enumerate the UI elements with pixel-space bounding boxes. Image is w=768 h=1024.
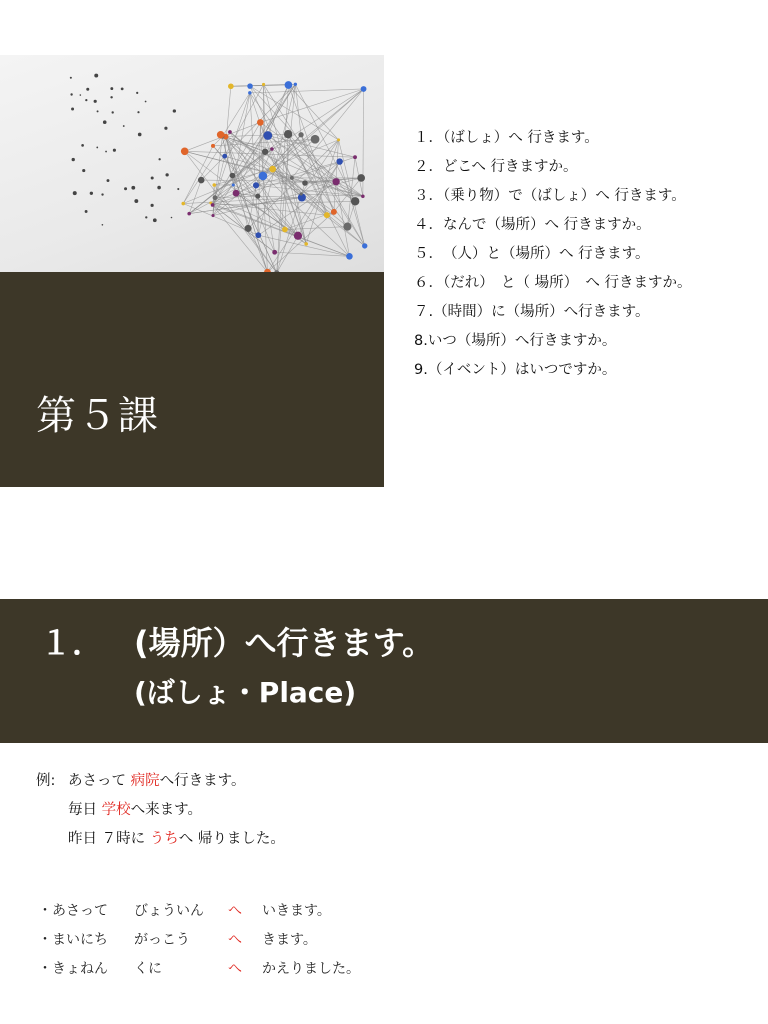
scatter-dot <box>105 151 107 153</box>
example-line <box>68 825 468 854</box>
scatter-dot <box>121 87 124 90</box>
reading-list <box>38 897 438 984</box>
network-node <box>198 177 205 184</box>
example-line <box>68 796 468 825</box>
network-link <box>264 84 365 245</box>
network-link <box>288 85 338 140</box>
section-number: １． <box>40 624 105 662</box>
network-node <box>302 180 308 186</box>
topic-item: ５． （人）と（場所）へ 行きます。 <box>414 246 650 262</box>
network-node <box>259 172 268 181</box>
scatter-dot <box>81 144 84 147</box>
reading-verb: かえりました。 <box>262 961 360 977</box>
example-text: へ 帰りました。 <box>178 831 285 847</box>
network-node <box>187 212 191 216</box>
network-node <box>332 178 339 185</box>
network-node <box>213 195 218 200</box>
scatter-dot <box>137 111 139 113</box>
network-node <box>257 119 264 126</box>
network-node <box>357 174 365 182</box>
network-node <box>282 227 288 233</box>
network-node <box>336 158 342 164</box>
example-text: あさって <box>68 773 131 789</box>
network-node <box>217 131 225 139</box>
network-node <box>343 223 351 231</box>
scatter-dot <box>153 218 157 222</box>
network-node <box>324 212 330 218</box>
scatter-dot <box>124 187 127 190</box>
scatter-dot <box>94 74 98 78</box>
network-node <box>253 182 259 188</box>
network-node <box>262 149 268 155</box>
scatter-dot <box>85 99 87 101</box>
scatter-dot <box>165 173 168 176</box>
network-node <box>263 131 272 140</box>
network-node <box>262 83 265 86</box>
network-node <box>346 253 353 260</box>
section-banner <box>0 599 768 743</box>
network-node <box>272 250 277 255</box>
scatter-dot <box>70 93 72 95</box>
network-node <box>304 242 308 246</box>
network-node <box>351 197 359 205</box>
scatter-dot <box>151 204 154 207</box>
scatter-dot <box>110 87 113 90</box>
scatter-dot <box>73 191 77 195</box>
scatter-dot <box>110 96 112 98</box>
network-node <box>294 83 297 86</box>
reading-row <box>38 955 438 984</box>
network-node <box>247 83 253 89</box>
network-link <box>285 227 348 230</box>
scatter-dot <box>151 176 154 179</box>
scatter-dot <box>145 216 147 218</box>
scatter-dot <box>80 94 82 96</box>
example-place: 学校 <box>101 802 131 818</box>
scatter-dot <box>145 101 147 103</box>
network-node <box>232 183 235 186</box>
scatter-dot <box>82 169 85 172</box>
network-node <box>311 135 320 144</box>
example-text: へ行きます。 <box>159 773 246 789</box>
reading-place: くに <box>134 961 162 977</box>
network-node <box>255 232 261 238</box>
network-node <box>181 202 185 206</box>
scatter-dot <box>85 210 88 213</box>
scatter-dot <box>138 133 142 137</box>
scatter-dot <box>86 88 89 91</box>
reading-row <box>38 897 438 926</box>
scatter-dot <box>101 193 103 195</box>
scatter-dot <box>112 111 114 113</box>
network-node <box>270 147 274 151</box>
network-node <box>284 130 292 138</box>
example-text: へ来ます。 <box>130 802 202 818</box>
lesson-title-panel <box>0 272 384 487</box>
scatter-dot <box>90 192 93 195</box>
network-node <box>228 83 234 89</box>
reading-verb: いきます。 <box>262 903 331 919</box>
scatter-dot <box>131 186 135 190</box>
reading-time: ・あさって <box>38 903 108 919</box>
network-node <box>285 81 293 89</box>
scatter-dot <box>136 92 138 94</box>
scatter-dot <box>70 77 72 79</box>
scatter-dot <box>97 110 99 112</box>
network-node <box>294 232 302 240</box>
network-globe-graphic <box>0 55 384 273</box>
network-node <box>361 86 367 92</box>
reading-place: びょういん <box>134 903 204 919</box>
topic-item: 8.いつ（場所）へ行きますか。 <box>414 333 617 349</box>
scatter-dot <box>113 149 116 152</box>
scatter-dot <box>173 109 176 112</box>
network-node <box>337 138 340 141</box>
network-node <box>290 176 294 180</box>
scatter-dot <box>157 186 161 190</box>
section-heading: (場所）へ行きます。 <box>134 624 435 662</box>
network-node <box>211 144 215 148</box>
example-text: 毎日 <box>68 802 102 818</box>
network-node <box>211 214 214 217</box>
network-node <box>361 195 365 199</box>
network-node <box>269 166 276 173</box>
reading-particle: へ <box>228 903 242 919</box>
reading-particle: へ <box>228 932 242 948</box>
reading-verb: きます。 <box>262 932 317 948</box>
scatter-dot <box>71 108 74 111</box>
scatter-dot <box>134 199 138 203</box>
topic-item: ６．（だれ） と（ 場所） へ 行きますか。 <box>414 275 692 291</box>
section-subheading: (ばしょ・Place) <box>134 676 357 709</box>
network-link <box>339 140 365 246</box>
reading-place: がっこう <box>134 932 190 948</box>
topic-item: 9.（イベント）はいつですか。 <box>414 362 617 378</box>
network-node <box>222 154 227 159</box>
example-place: 病院 <box>130 773 160 789</box>
network-node <box>212 183 216 187</box>
example-place: うち <box>149 831 179 847</box>
topic-item: ４．なんで（場所）へ 行きますか。 <box>414 217 651 233</box>
example-line <box>68 767 468 796</box>
scatter-dot <box>123 125 125 127</box>
network-node <box>300 192 303 195</box>
reading-time: ・きょねん <box>38 961 108 977</box>
network-node <box>211 203 215 207</box>
scatter-dot <box>103 120 107 124</box>
topic-item: ３．（乗り物）で（ばしょ）へ 行きます。 <box>414 188 686 204</box>
example-label: 例: <box>36 773 56 789</box>
example-text: 昨日 ７時に <box>68 831 150 847</box>
network-node <box>181 148 189 156</box>
scatter-dot <box>72 158 75 161</box>
network-node <box>248 91 251 94</box>
reading-time: ・まいにち <box>38 932 108 948</box>
scatter-dot <box>177 188 179 190</box>
network-node <box>230 173 236 179</box>
scatter-dot <box>96 147 98 149</box>
topic-item: ７.（時間）に（場所）へ行きます。 <box>414 304 650 320</box>
network-link <box>183 140 338 204</box>
topic-item: ２．どこへ 行きますか。 <box>414 159 578 175</box>
network-node <box>228 130 232 134</box>
scatter-dot <box>102 224 104 226</box>
network-node <box>353 155 357 159</box>
network-node <box>245 225 252 232</box>
network-globe-image <box>0 55 384 273</box>
network-node <box>362 243 367 248</box>
scatter-dot <box>158 158 160 160</box>
reading-particle: へ <box>228 961 242 977</box>
scatter-dot <box>171 217 173 219</box>
topic-item: １．（ばしょ）へ 行きます。 <box>414 130 599 146</box>
scatter-dot <box>164 127 167 130</box>
network-node <box>233 190 240 197</box>
network-node <box>255 194 260 199</box>
topic-list <box>414 124 764 385</box>
network-link <box>268 85 289 136</box>
network-node <box>331 209 337 215</box>
reading-row <box>38 926 438 955</box>
scatter-dot <box>94 100 97 103</box>
network-link <box>260 89 363 122</box>
lesson-title: 第５課 <box>36 393 159 439</box>
scatter-dot <box>107 179 110 182</box>
network-node <box>298 132 303 137</box>
